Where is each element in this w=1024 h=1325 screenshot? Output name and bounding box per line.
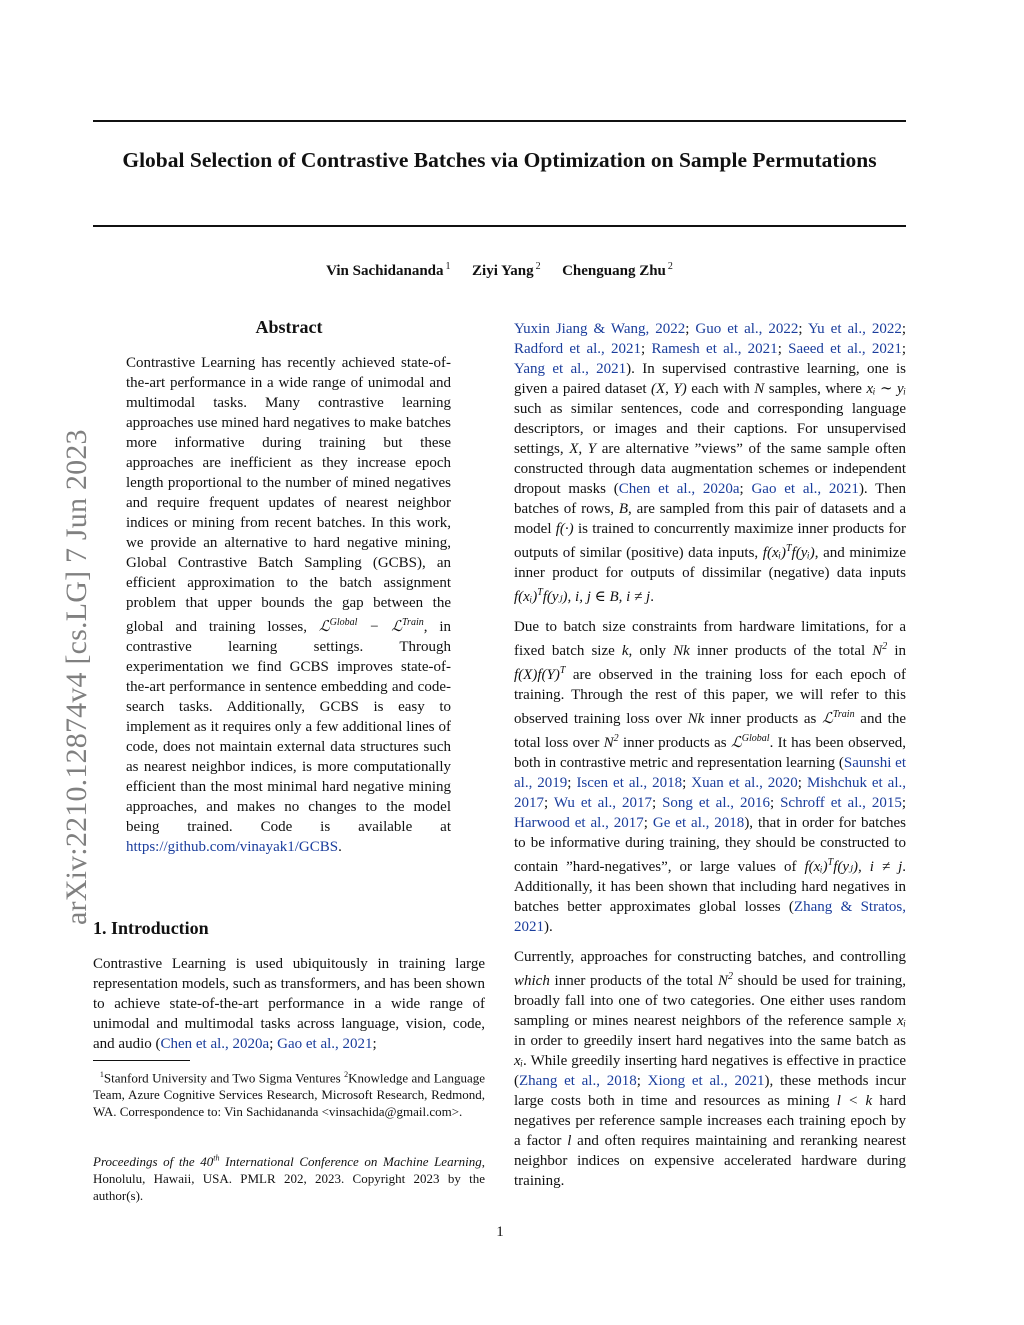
author-affiliation: 2	[667, 261, 673, 272]
section-heading-introduction: 1. Introduction	[93, 918, 209, 938]
paragraph-contrastive-setup: Yuxin Jiang & Wang, 2022; Guo et al., 2022; Yu et al., 2022; Radford et al., 2021; Ramesh et al., 2021; Saeed et al., 2021; Yang et al., 2021). In supervised contrastive learning, one is given a paired dataset (X, Y) each with N samples, where xᵢ ∼ yᵢ such as similar sentences, code and corresponding language descriptors, or images and their captions. For unsupervised settings, X, Y are alternative ”views” of the same sample often constructed through data augmentation schemes or independent dropout masks (Chen et al., 2020a; Gao et al., 2021). Then batches of rows, B, are sampled from this pair of datasets and a model f(·) is trained to concurrently maximize inner products for outputs of similar (positive) data inputs, f(xᵢ)$^T$f(yᵢ), and minimize inner product for outputs of dissimilar (negative) data inputs f(xᵢ)$^T$f(yⱼ), i, j ∈ B, i ≠ j.	[514, 321, 907, 605]
paragraph-batch-constraints: Due to batch size constraints from hardware limitations, for a fixed batch size k, only Nk inner products of the total $N^2$ in $f(X)f(Y)^T$ are observed in the training loss for each epoch of training. Through the rest of this paper, we will refer to this observed training loss over Nk inner products as ℒ$^{Train}$ and the total loss over $N^2$ inner products as ℒ$^{Global}$. It has been observed, both in contrastive metric and representation learning (Saunshi et al., 2019; Iscen et al., 2018; Xuan et al., 2020; Mishchuk et al., 2017; Wu et al., 2017; Song et al., 2016; Schroff et al., 2015; Harwood et al., 2017; Ge et al., 2018), that in order for batches to be informative during training, they should be constructed to contain ”hard-negatives”, or large values of f(xᵢ)$^T$f(yⱼ), i ≠ j. Additionally, it has been shown that including hard negatives in batches better approximates global losses (Zhang & Stratos, 2021).	[514, 619, 907, 935]
citation-link[interactable]: Yu et al., 2022	[808, 321, 902, 337]
citation-link[interactable]: Chen et al., 2020a	[618, 481, 740, 497]
author-name: Ziyi Yang	[472, 263, 534, 279]
author-affiliation: 2	[535, 261, 541, 272]
citation-link[interactable]: Mishchuk et al., 2017	[514, 775, 907, 811]
abstract-body: Contrastive Learning has recently achieved state-of-the-art performance in a wide range of unimodal and multimodal tasks. Many contrastive learning approaches use mined hard negatives to make batches more informative during training but these approaches are inefficient as they increase epoch length proportional to the number of mined negatives and require frequent updates of nearest neighbor indices or mining from recent batches. In this work, we provide an alternative to hard negative mining, Global Contrastive Batch Sampling (GCBS), an efficient approximation to the batch assignment problem that upper bounds the gap between the global and training losses, ℒ$^{Global}$ − ℒ$^{Train}$, in contrastive learning settings. Through experimentation we find GCBS improves state-of-the-art performance in sentence embedding and code-search tasks. Additionally, GCBS is easy to implement as it requires only a few additional lines of code, does not maintain external data structures such as nearest neighbor indices, is more computationally efficient than the most minimal hard negative mining approaches, and makes no changes to the model being trained. Code is available at https://github.com/vinayak1/GCBS.	[126, 355, 452, 855]
citation-link[interactable]: Zhang & Stratos, 2021	[514, 899, 906, 935]
citation-link[interactable]: Ge et al., 2018	[652, 815, 745, 831]
author-name: Vin Sachidananda	[326, 263, 444, 279]
paragraph-current-approaches: Currently, approaches for constructing batches, and controlling which inner products of the total $N^2$ should be used for training, broadly fall into one of two categories. One either uses random sampling or mines nearest neighbors of the reference sample xᵢ in order to greedily insert hard negatives into the same batch as xᵢ. While greedily inserting hard negatives is effective in practice (Zhang et al., 2018; Xiong et al., 2021), these methods incur large costs both in time and resources as mining l < k hard negatives per reference sample increases each training epoch by a factor l and often requires maintaining and reranking nearest neighbor indices on expensive accelerated hardware during training.	[514, 949, 907, 1189]
math-global-loss: ℒ$^{Global}$ − ℒ$^{Train}$	[318, 617, 424, 635]
citation-link[interactable]: Zhang et al., 2018	[519, 1073, 637, 1089]
title-bottom-rule	[93, 225, 906, 227]
author-name: Chenguang Zhu	[562, 263, 666, 279]
author-affiliation: 1	[445, 261, 451, 272]
citation-link[interactable]: Chen et al., 2020a	[160, 1036, 270, 1052]
citation-link[interactable]: Yuxin Jiang & Wang, 2022	[514, 321, 686, 337]
code-link[interactable]: https://github.com/vinayak1/GCBS	[126, 839, 339, 855]
citation-link[interactable]: Saunshi et al., 2019	[514, 755, 906, 791]
citation-link[interactable]: Harwood et al., 2017	[514, 815, 644, 831]
citation-link[interactable]: Xiong et al., 2021	[647, 1073, 765, 1089]
right-column	[514, 319, 906, 1201]
page-number: 1	[496, 1224, 504, 1240]
abstract-heading: Abstract	[255, 317, 323, 337]
citation-link[interactable]: Gao et al., 2021	[751, 481, 859, 497]
citation-link[interactable]: Wu et al., 2017	[553, 795, 652, 811]
citation-link[interactable]: Ramesh et al., 2021	[651, 341, 778, 357]
arxiv-stamp: arXiv:2210.12874v4 [cs.LG] 7 Jun 2023	[60, 429, 93, 925]
introduction-paragraph: Contrastive Learning is used ubiquitously in training large representation models, such as transformers, and has been shown to achieve state-of-the-art performance in a wide range of unimodal and multimodal tasks across language, vision, code, and audio (Chen et al., 2020a; Gao et al., 2021;	[93, 956, 485, 1052]
title-top-rule	[93, 120, 906, 122]
citation-link[interactable]: Iscen et al., 2018	[576, 775, 683, 791]
proceedings-note: Proceedings of the 40th International Conference on Machine Learning, Honolulu, Hawaii, USA. PMLR 202, 2023. Copyright 2023 by the author(s).	[93, 1154, 485, 1204]
paper-title: Global Selection of Contrastive Batches via Optimization on Sample Permutations	[122, 148, 877, 172]
citation-link[interactable]: Schroff et al., 2015	[780, 795, 902, 811]
citation-link[interactable]: Gao et al., 2021	[277, 1036, 373, 1052]
citation-link[interactable]: Song et al., 2016	[662, 795, 770, 811]
citation-link[interactable]: Guo et al., 2022	[695, 321, 799, 337]
affiliation-footnote: $^1$Stanford University and Two Sigma Ventures $^2$Knowledge and Language Team, Azure Cognitive Services Research, Microsoft Research, Redmond, WA. Correspondence to: Vin Sachidananda <vinsachida@gmail.com>.	[93, 1070, 485, 1120]
author-list	[93, 261, 906, 280]
citation-link[interactable]: Xuan et al., 2020	[691, 775, 798, 791]
citation-link[interactable]: Yang et al., 2021	[514, 361, 627, 377]
footnote-rule	[93, 1060, 190, 1061]
citation-link[interactable]: Radford et al., 2021	[514, 341, 642, 357]
citation-link[interactable]: Saeed et al., 2021	[788, 341, 902, 357]
